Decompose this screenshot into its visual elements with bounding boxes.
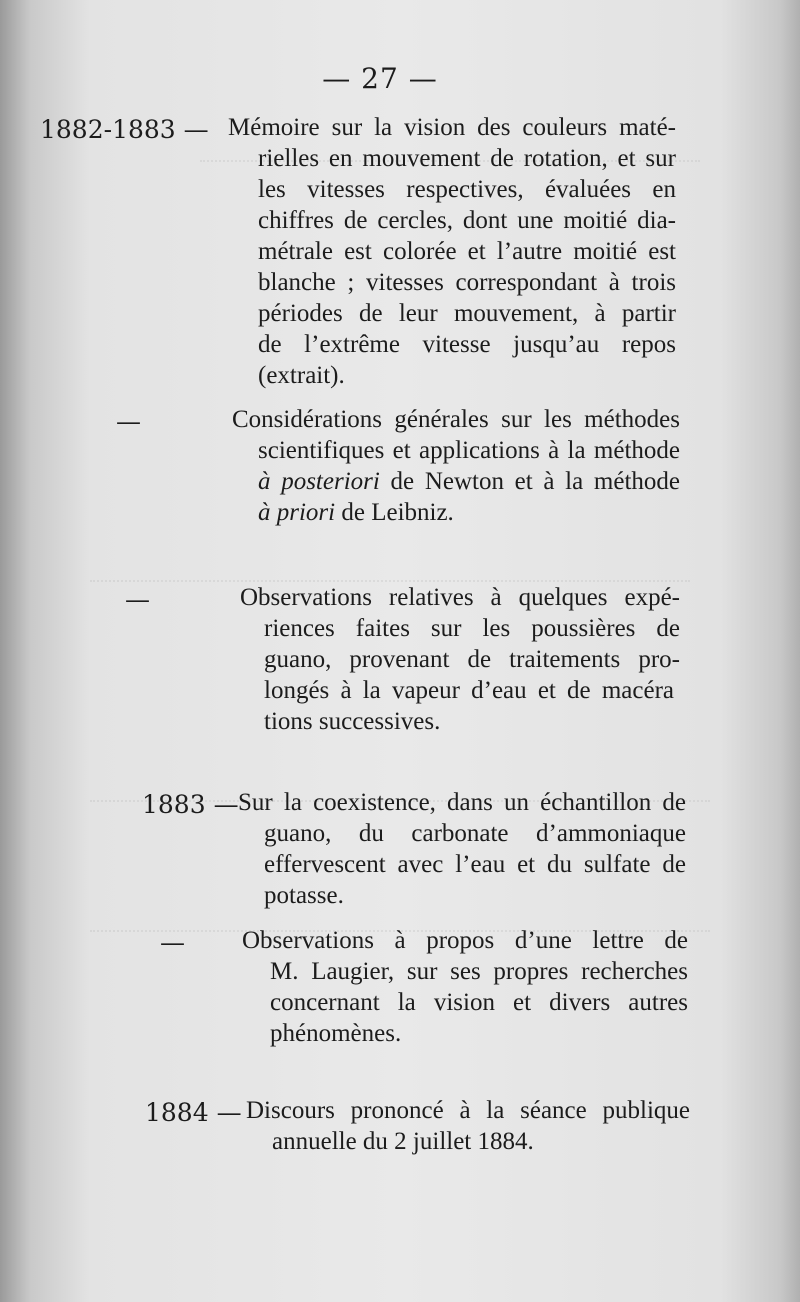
entry-date: 1883 — bbox=[142, 790, 239, 819]
entry-date: — bbox=[160, 928, 185, 957]
entry-line: Observations relatives à quelques expé- bbox=[240, 584, 680, 611]
entry-date: 1884 — bbox=[145, 1098, 242, 1127]
entry-line: tions successives. bbox=[264, 708, 441, 735]
entry-line: Mémoire sur la vision des couleurs maté- bbox=[228, 114, 676, 141]
entry-line: Considérations générales sur les méthodes bbox=[232, 406, 680, 433]
italic-phrase: à priori bbox=[258, 499, 336, 526]
entry-line: les vitesses respectives, évaluées en bbox=[258, 176, 676, 203]
bleed-through-mark bbox=[90, 560, 690, 582]
entry-line: Sur la coexistence, dans un échantillon de bbox=[238, 789, 686, 816]
entry-line: phénomènes. bbox=[270, 1020, 402, 1047]
entry-line: M. Laugier, sur ses propres recherches bbox=[270, 958, 688, 985]
entry-line: annuelle du 2 juillet 1884. bbox=[272, 1128, 534, 1155]
entry-line: Discours prononcé à la séance publique bbox=[246, 1097, 690, 1124]
entry-date: 1882-1883 — bbox=[40, 115, 209, 144]
entry-line: effervescent avec l’eau et du sulfate de bbox=[264, 851, 686, 878]
entry-line: rielles en mouvement de rotation, et sur bbox=[258, 145, 676, 172]
entry-line: à posteriori de Newton et à la méthode bbox=[258, 468, 681, 495]
entry-line: de l’extrême vitesse jusqu’au repos bbox=[258, 331, 676, 358]
entry-line: longés à la vapeur d’eau et de macéra bbox=[264, 677, 674, 704]
entry-line: blanche ; vitesses correspondant à trois bbox=[258, 269, 676, 296]
entry-line: périodes de leur mouvement, à partir bbox=[258, 300, 676, 327]
entry-line: guano, du carbonate d’ammoniaque bbox=[264, 820, 686, 847]
entry-line: Observations à propos d’une lettre de bbox=[242, 927, 688, 954]
entry-line: concernant la vision et divers autres bbox=[270, 989, 688, 1016]
page-number: — 27 — bbox=[322, 62, 438, 95]
entry-line: scientifiques et applications à la méthode bbox=[258, 437, 680, 464]
entry-line: riences faites sur les poussières de bbox=[264, 615, 680, 642]
entry-date: — bbox=[116, 407, 141, 436]
entry-line: chiffres de cercles, dont une moitié dia- bbox=[258, 207, 676, 234]
entry-line: à priori de Leibniz. bbox=[258, 499, 454, 526]
entry-line: (extrait). bbox=[258, 362, 345, 389]
entry-line: métrale est colorée et l’autre moitié est bbox=[258, 238, 676, 265]
entry-line: potasse. bbox=[264, 882, 344, 909]
italic-phrase: à posteriori bbox=[258, 468, 380, 495]
entry-line: guano, provenant de traitements pro- bbox=[264, 646, 680, 673]
entry-date: — bbox=[125, 585, 150, 614]
